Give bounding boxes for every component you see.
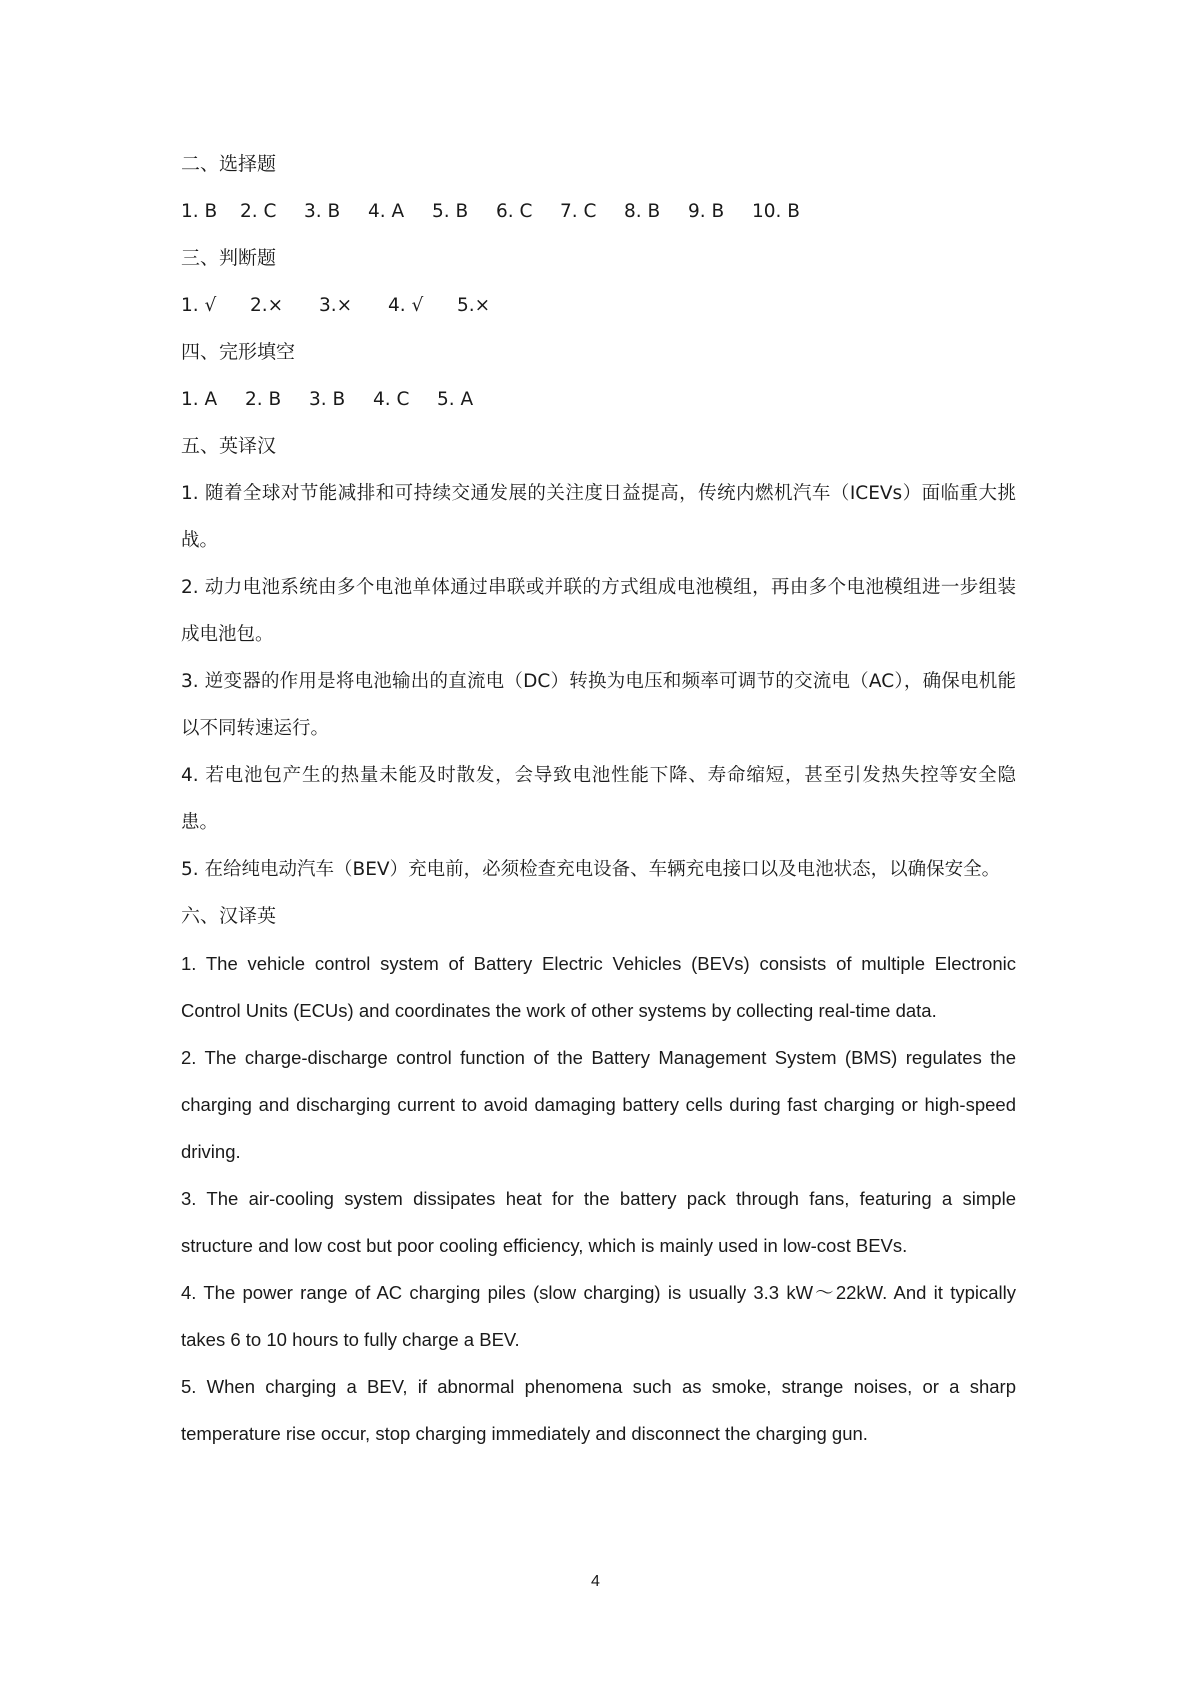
answer-item: 3. B [304,201,341,222]
cloze-answers [181,376,1016,423]
choice-answers [181,188,1016,235]
answer-item: 5. B [432,201,469,222]
translation-item: 5. 在给纯电动汽车（BEV）充电前，必须检查充电设备、车辆充电接口以及电池状态，以确保安全。 [181,859,1001,880]
section-heading-truefalse: 三、判断题 [181,247,277,269]
truefalse-answers [181,282,1016,329]
translation-item: 2. 动力电池系统由多个电池单体通过串联或并联的方式组成电池模组，再由多个电池模组进一步组装成电池包。 [181,577,1016,645]
section-heading-cloze: 四、完形填空 [181,341,296,363]
section-heading-en-to-cn: 五、英译汉 [181,435,277,457]
answer-item: 3. B [309,389,346,410]
answer-item: 4. C [373,389,410,410]
translation-item: 4. 若电池包产生的热量未能及时散发，会导致电池性能下降、寿命缩短，甚至引发热失控等安全隐患。 [181,765,1016,833]
answer-item: 7. C [560,201,597,222]
answer-item: 6. C [496,201,533,222]
translation-item: 3. 逆变器的作用是将电池输出的直流电（DC）转换为电压和频率可调节的交流电（AC），确保电机能以不同转速运行。 [181,671,1016,739]
answer-item: 2. B [245,389,282,410]
answer-item: 5.× [457,295,491,316]
answer-item: 8. B [624,201,661,222]
answer-item: 4. A [368,201,405,222]
translation-item: 5. When charging a BEV, if abnormal phenomena such as smoke, strange noises, or a sharp temperature rise occur, stop charging immediately and disconnect the charging gun. [181,1376,1016,1444]
translation-item: 1. The vehicle control system of Battery Electric Vehicles (BEVs) consists of multiple Electronic Control Units (ECUs) and coordinates the work of other systems by collecting real-time data. [181,953,1016,1021]
answer-item: 1. A [181,389,218,410]
answer-item: 2. C [240,201,277,222]
answer-item: 3.× [319,295,353,316]
answer-item: 2.× [250,295,284,316]
translation-item: 3. The air-cooling system dissipates heat for the battery pack through fans, featuring a simple structure and low cost but poor cooling efficiency, which is mainly used in low-cost BEVs. [181,1188,1016,1256]
translation-item: 2. The charge-discharge control function of the Battery Management System (BMS) regulates the charging and discharging current to avoid damaging battery cells during fast charging or high-speed driving. [181,1047,1016,1162]
section-heading-choice: 二、选择题 [181,153,277,175]
translation-item: 1. 随着全球对节能减排和可持续交通发展的关注度日益提高，传统内燃机汽车（ICEVs）面临重大挑战。 [181,483,1016,551]
answer-key-content [181,141,1016,1457]
answer-item: 4. √ [388,295,424,316]
answer-item: 1. √ [181,295,217,316]
translation-item: 4. The power range of AC charging piles (slow charging) is usually 3.3 kW～22kW. And it typically takes 6 to 10 hours to fully charge a BEV. [181,1282,1016,1350]
answer-item: 5. A [437,389,474,410]
section-heading-cn-to-en: 六、汉译英 [181,905,277,927]
answer-item: 1. B [181,201,218,222]
answer-item: 9. B [688,201,725,222]
answer-item: 10. B [752,201,800,222]
page-number: 4 [591,1573,600,1590]
